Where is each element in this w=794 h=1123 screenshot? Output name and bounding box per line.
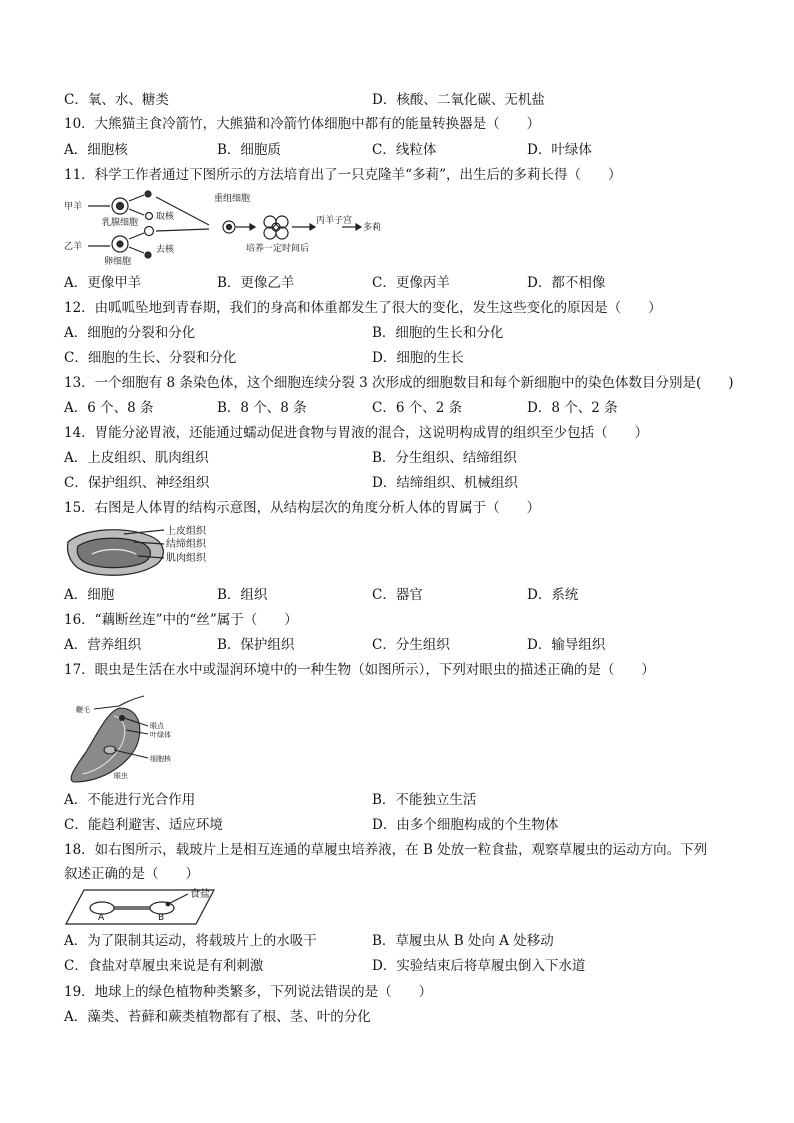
label-connective: 结缔组织 (166, 539, 206, 550)
q10-stem: 10．大熊猫主食冷箭竹，大熊猫和冷箭竹体细胞中都有的能量转换器是（ ） (64, 116, 541, 132)
q15-option-a: A．细胞 (64, 587, 115, 603)
label-point-a: A (98, 913, 105, 923)
q12-option-d: D．细胞的生长 (372, 350, 464, 366)
q15-option-d: D．系统 (527, 587, 579, 603)
label-euglena: 眼虫 (114, 772, 128, 780)
q11-option-d: D．都不相像 (527, 275, 606, 291)
q12-stem: 12．由呱呱坠地到青春期，我们的身高和体重都发生了很大的变化，发生这些变化的原因是（ ） (64, 300, 662, 316)
q13-option-c: C．6 个、2 条 (372, 400, 463, 416)
q11-option-c: C．更像丙羊 (372, 275, 450, 291)
label-culture: 培养一定时间后 (246, 244, 310, 254)
q13-option-d: D．8 个、2 条 (527, 400, 618, 416)
label-take-nucleus: 取核 (156, 212, 175, 222)
q18-stem-line1: 18．如右图所示，载玻片上是相互连通的草履虫培养液，在 B 处放一粒食盐，观察草履虫的运动方向。下列 (64, 842, 708, 858)
paramecium-slide-diagram (64, 886, 234, 932)
q16-option-a: A．营养组织 (64, 637, 142, 653)
q15-stem: 15．右图是人体胃的结构示意图，从结构层次的角度分析人体的胃属于（ ） (64, 500, 541, 516)
q18-option-d: D．实验结束后将草履虫倒入下水道 (372, 958, 586, 974)
q12-option-a: A．细胞的分裂和分化 (64, 325, 196, 341)
q10-option-d: D．叶绿体 (527, 142, 592, 158)
label-eyespot: 眼点 (150, 722, 164, 730)
q10-option-b: B．细胞质 (217, 142, 281, 158)
label-breast-cell: 乳腺细胞 (102, 218, 139, 228)
q18-stem-line2: 叙述正确的是（ ） (64, 866, 199, 882)
stomach-diagram (64, 522, 234, 584)
q9-option-d: D．核酸、二氧化碳、无机盐 (372, 92, 545, 108)
q11-stem: 11．科学工作者通过下图所示的方法培育出了一只克隆羊“多莉”，出生后的多莉长得（ ） (64, 167, 622, 183)
q14-stem: 14．胃能分泌胃液，还能通过蠕动促进食物与胃液的混合，这说明构成胃的组织至少包括（ ） (64, 425, 649, 441)
q17-stem: 17．眼虫是生活在水中或湿润环境中的一种生物（如图所示），下列对眼虫的描述正确的是（ ） (64, 662, 655, 678)
label-point-b: B (158, 913, 165, 923)
q10-option-a: A．细胞核 (64, 142, 128, 158)
q16-option-d: D．输导组织 (527, 637, 606, 653)
euglena-diagram (64, 686, 174, 790)
q14-option-d: D．结缔组织、机械组织 (372, 475, 518, 491)
q13-option-a: A．6 个、8 条 (64, 400, 154, 416)
q16-option-b: B．保护组织 (217, 637, 295, 653)
q9-option-c: C．氧、水、糖类 (64, 92, 169, 108)
q11-option-b: B．更像乙羊 (217, 275, 295, 291)
label-chloroplast: 叶绿体 (150, 731, 171, 739)
q12-option-c: C．细胞的生长、分裂和分化 (64, 350, 237, 366)
label-sheep-b: 乙羊 (64, 242, 83, 252)
q17-option-c: C．能趋利避害、适应环境 (64, 817, 223, 833)
q17-option-b: B．不能独立生活 (372, 792, 477, 808)
label-sheep-c-uterus: 丙羊子宫 (316, 216, 353, 226)
label-flagellum: 鞭毛 (76, 706, 90, 714)
q13-stem: 13．一个细胞有 8 条染色体，这个细胞连续分裂 3 次形成的细胞数目和每个新细胞中的染色体数目分别是( ) (64, 375, 734, 391)
label-remove-nucleus: 去核 (156, 245, 175, 255)
q14-option-a: A．上皮组织、肌肉组织 (64, 450, 209, 466)
q15-option-c: C．器官 (372, 587, 423, 603)
q19-option-a: A．藻类、苔藓和蕨类植物都有了根、茎、叶的分化 (64, 1009, 371, 1025)
q16-stem: 16．“藕断丝连”中的“丝”属于（ ） (64, 612, 298, 628)
label-epithelial: 上皮组织 (166, 526, 206, 537)
cloning-diagram (64, 189, 394, 273)
q11-option-a: A．更像甲羊 (64, 275, 142, 291)
q14-option-b: B．分生组织、结缔组织 (372, 450, 517, 466)
label-salt: 食盐 (190, 889, 210, 900)
q14-option-c: C．保护组织、神经组织 (64, 475, 210, 491)
label-egg-cell: 卵细胞 (104, 257, 132, 267)
label-recombined: 重组细胞 (214, 194, 251, 204)
label-nucleus: 细胞核 (150, 755, 171, 763)
q12-option-b: B．细胞的生长和分化 (372, 325, 504, 341)
q13-option-b: B．8 个、8 条 (217, 400, 307, 416)
q16-option-c: C．分生组织 (372, 637, 450, 653)
label-dolly: 多莉 (363, 223, 382, 233)
label-muscle: 肌肉组织 (166, 553, 206, 564)
q17-option-d: D．由多个细胞构成的个生物体 (372, 817, 559, 833)
q18-option-a: A．为了限制其运动，将载玻片上的水吸干 (64, 933, 317, 949)
q17-option-a: A．不能进行光合作用 (64, 792, 196, 808)
label-sheep-a: 甲羊 (64, 202, 83, 212)
q19-stem: 19．地球上的绿色植物种类繁多，下列说法错误的是（ ） (64, 984, 433, 1000)
q15-option-b: B．组织 (217, 587, 268, 603)
q18-option-b: B．草履虫从 B 处向 A 处移动 (372, 933, 554, 949)
q18-option-c: C．食盐对草履虫来说是有利刺激 (64, 958, 264, 974)
q10-option-c: C．线粒体 (372, 142, 437, 158)
